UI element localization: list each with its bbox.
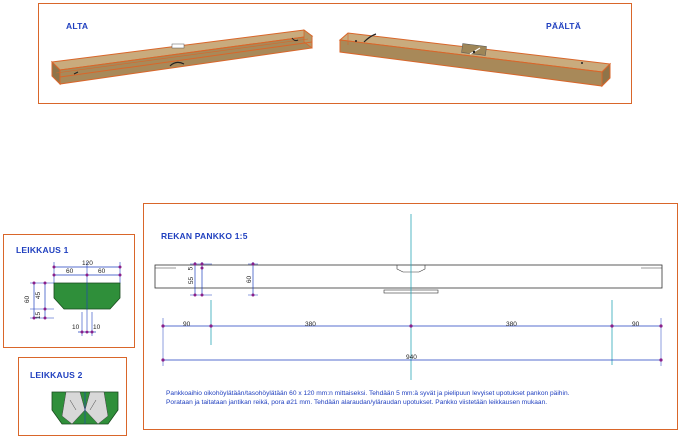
main-note-line-2: Porataan ja taitataan jantikan reikä, pora ø21 mm. Tehdään alaraudan/yläraudan upotukset. Pankko viistetään leikkausen mukaan.	[166, 399, 548, 406]
main-dim-60: 60	[246, 275, 254, 284]
s1-dim-45-vert: 45	[35, 291, 43, 300]
s1-dim-15-vert: 15	[35, 311, 43, 320]
section1-title: LEIKKAUS 1	[16, 245, 69, 255]
s1-dim-10a: 10	[72, 324, 80, 331]
s1-dim-60a: 60	[66, 268, 74, 275]
main-note-line-1: Pankkoaihio oikohöylätään/tasohöylätään 60 x 120 mm:n mittaiseksi. Tehdään 5 mm:ä syvät ja pielipuun levyiset upotukset pankon päihin.	[166, 390, 570, 397]
main-dim-55: 55	[188, 276, 196, 285]
main-dim-90b: 90	[632, 321, 640, 328]
main-dim-5: 5	[187, 266, 195, 271]
s1-dim-60b: 60	[98, 268, 106, 275]
s1-dim-60-vert: 60	[24, 295, 32, 304]
top-view-label: PÄÄLTÄ	[546, 21, 582, 31]
main-dim-380a: 380	[305, 321, 316, 328]
s1-dim-120: 120	[82, 260, 93, 267]
main-title: REKAN PANKKO 1:5	[161, 231, 248, 241]
section2-title: LEIKKAUS 2	[30, 370, 83, 380]
main-dim-total: 940	[406, 354, 417, 361]
bottom-view-label: ALTA	[66, 21, 89, 31]
main-dim-380b: 380	[506, 321, 517, 328]
main-dim-90a: 90	[183, 321, 191, 328]
s1-dim-10b: 10	[93, 324, 101, 331]
